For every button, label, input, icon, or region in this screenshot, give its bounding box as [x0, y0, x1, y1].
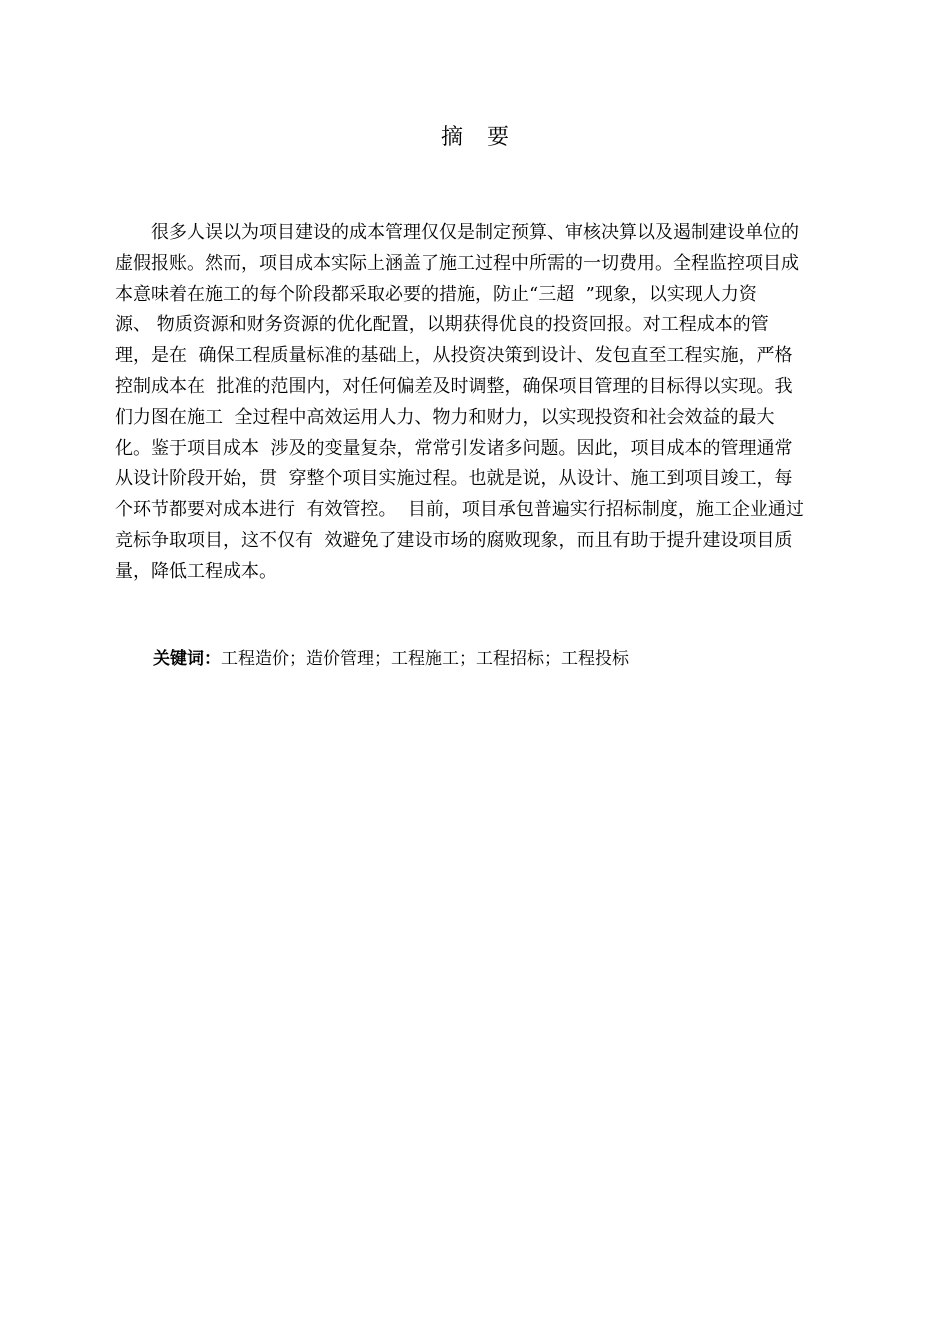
abstract-line: 们力图在施工 全过程中高效运用人力、物力和财力，以实现投资和社会效益的最大	[115, 406, 775, 428]
abstract-line: 控制成本在 批准的范围内，对任何偏差及时调整，确保项目管理的目标得以实现。我	[115, 375, 793, 397]
keywords	[153, 645, 629, 673]
abstract-line: 虚假报账。然而，项目成本实际上涵盖了施工过程中所需的一切费用。全程监控项目成	[115, 252, 799, 274]
abstract-line: 竞标争取项目，这不仅有 效避免了建设市场的腐败现象，而且有助于提升建设项目质	[115, 529, 793, 551]
keywords-value: 工程造价；造价管理；工程施工；工程招标；工程投标	[221, 649, 629, 669]
abstract-line: 本意味着在施工的每个阶段都采取必要的措施，防止“三超 ”现象，以实现人力资	[115, 283, 757, 305]
title-char-1: 摘	[440, 125, 463, 150]
abstract-line: 理，是在 确保工程质量标准的基础上，从投资决策到设计、发包直至工程实施，严格	[115, 345, 793, 367]
abstract-line: 化。鉴于项目成本 涉及的变量复杂，常常引发诸多问题。因此，项目成本的管理通常	[115, 437, 793, 459]
keywords-label: 关键词：	[153, 649, 221, 669]
abstract-line: 很多人误以为项目建设的成本管理仅仅是制定预算、审核决算以及遏制建设单位的	[151, 222, 799, 243]
abstract-line: 从设计阶段开始，贯 穿整个项目实施过程。也就是说，从设计、施工到项目竣工，每	[115, 468, 793, 490]
abstract-line: 个环节都要对成本进行 有效管控。 目前，项目承包普遍实行招标制度，施工企业通过	[115, 499, 804, 521]
abstract-line: 量，降低工程成本。	[115, 560, 277, 582]
abstract-body	[115, 218, 840, 588]
title-char-2: 要	[487, 125, 510, 150]
abstract-line: 源、 物质资源和财务资源的优化配置，以期获得优良的投资回报。对工程成本的管	[115, 314, 769, 336]
page-title	[0, 122, 950, 154]
